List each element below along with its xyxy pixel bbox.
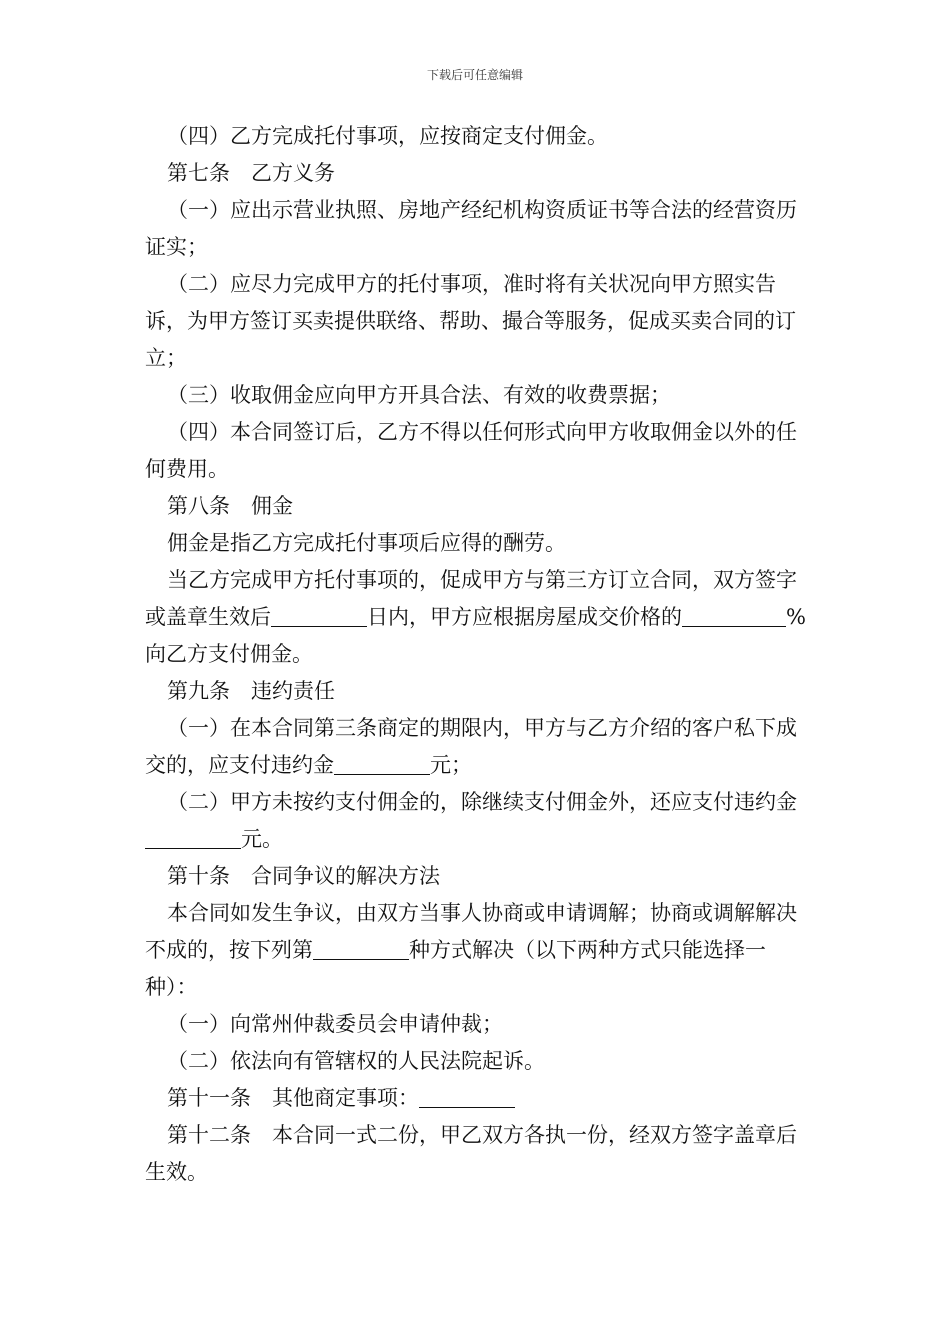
article-10-option-2: （二）依法向有管辖权的人民法院起诉。 <box>167 1049 545 1073</box>
percent-blank-part-1[interactable] <box>682 602 728 627</box>
contract-body <box>145 118 810 1191</box>
dispute-text-1: 本合同如发生争议，由双方当事人协商或申请调解；协商或调解解决不成的，按下列第 <box>145 901 797 962</box>
penalty-amount-blank-2[interactable] <box>145 824 241 849</box>
article-10-body <box>145 895 810 1006</box>
article-9-item-1 <box>145 710 810 784</box>
article-8-heading: 第八条 佣金 <box>167 494 293 518</box>
days-blank[interactable] <box>271 602 367 627</box>
item-2-suffix: 元。 <box>241 827 283 851</box>
article-9-heading: 第九条 违约责任 <box>167 679 335 703</box>
article-10-heading: 第十条 合同争议的解决方法 <box>167 864 440 888</box>
article-9-item-2 <box>145 784 810 858</box>
item-1-suffix: 元； <box>430 753 472 777</box>
percent-blank-part-2[interactable] <box>728 602 786 627</box>
article-10-option-1: （一）向常州仲裁委员会申请仲裁； <box>167 1012 503 1036</box>
page-header: 下载后可任意编辑 <box>426 68 523 82</box>
article-12: 第十二条 本合同一式二份，甲乙双方各执一份，经双方签字盖章后生效。 <box>145 1123 797 1184</box>
item-1-text: （一）在本合同第三条商定的期限内，甲方与乙方介绍的客户私下成交的，应支付违约金 <box>145 716 797 777</box>
article-7-item-1: （一）应出示营业执照、房地产经纪机构资质证书等合法的经营资历证实； <box>145 198 797 259</box>
item-2-text: （二）甲方未按约支付佣金的，除继续支付佣金外，还应支付违约金 <box>167 790 797 814</box>
article-7-item-2: （二）应尽力完成甲方的托付事项，准时将有关状况向甲方照实告诉，为甲方签订买卖提供联络、帮助、撮合等服务，促成买卖合同的订立； <box>145 272 796 370</box>
article-11-text: 第十一条 其他商定事项： <box>167 1086 419 1110</box>
resolution-option-blank[interactable] <box>313 935 409 960</box>
article-7-item-4: （四）本合同签订后，乙方不得以任何形式向甲方收取佣金以外的任何费用。 <box>145 420 797 481</box>
article-7-heading: 第七条 乙方义务 <box>167 161 335 185</box>
article-11 <box>145 1080 810 1117</box>
article-8-definition: 佣金是指乙方完成托付事项后应得的酬劳。 <box>167 531 566 555</box>
article-7-item-3: （三）收取佣金应向甲方开具合法、有效的收费票据； <box>167 383 671 407</box>
article-8-terms <box>145 562 810 673</box>
penalty-amount-blank-1[interactable] <box>334 750 430 775</box>
clause-6-item-4: （四）乙方完成托付事项，应按商定支付佣金。 <box>167 124 608 148</box>
terms-text-2: 日内，甲方应根据房屋成交价格的 <box>367 605 682 629</box>
dispute-text-2: 种方式解决（以下两种方式只能选择一种）： <box>145 938 766 999</box>
terms-text-1: 当乙方完成甲方托付事项的，促成甲方与第三方订立合同，双方签字或盖章生效后 <box>145 568 797 629</box>
terms-text-3: %向乙方支付佣金。 <box>145 605 806 666</box>
other-matters-blank[interactable] <box>419 1083 515 1108</box>
